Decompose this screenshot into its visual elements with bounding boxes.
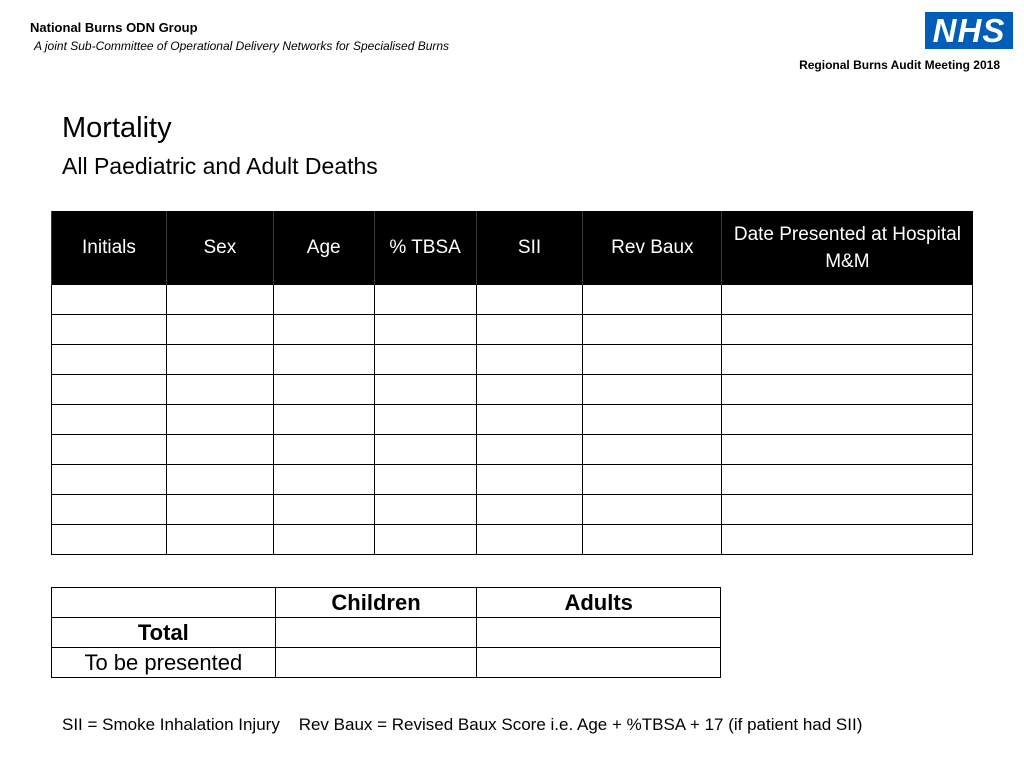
table-cell (476, 525, 583, 555)
table-cell (166, 525, 273, 555)
table-cell (583, 375, 722, 405)
table-cell (166, 315, 273, 345)
table-cell (476, 405, 583, 435)
table-cell (374, 375, 476, 405)
table-cell (166, 495, 273, 525)
col-header-sex: Sex (166, 211, 273, 285)
table-cell (52, 345, 167, 375)
table-cell (273, 495, 374, 525)
summary-header-children: Children (275, 588, 477, 618)
table-cell (166, 375, 273, 405)
summary-cell-total-children (275, 618, 477, 648)
col-header-initials: Initials (52, 211, 167, 285)
table-cell (273, 375, 374, 405)
table-cell (52, 465, 167, 495)
summary-header-adults: Adults (477, 588, 721, 618)
table-cell (374, 405, 476, 435)
table-cell (166, 435, 273, 465)
table-cell (52, 525, 167, 555)
table-cell (52, 285, 167, 315)
table-cell (722, 435, 973, 465)
summary-cell-total-adults (477, 618, 721, 648)
table-cell (583, 435, 722, 465)
table-cell (583, 465, 722, 495)
col-header-rev-baux: Rev Baux (583, 211, 722, 285)
meeting-title: Regional Burns Audit Meeting 2018 (799, 58, 1000, 72)
table-cell (166, 405, 273, 435)
table-cell (273, 285, 374, 315)
table-cell (166, 285, 273, 315)
col-header-sii: SII (476, 211, 583, 285)
table-cell (273, 525, 374, 555)
table-row (52, 285, 973, 315)
table-cell (374, 525, 476, 555)
nhs-logo: NHS (925, 12, 1013, 49)
org-subtitle: A joint Sub-Committee of Operational Delivery Networks for Specialised Burns (34, 39, 450, 53)
table-row (52, 495, 973, 525)
table-cell (166, 465, 273, 495)
table-row (52, 525, 973, 555)
table-cell (476, 435, 583, 465)
table-cell (476, 465, 583, 495)
table-cell (52, 375, 167, 405)
table-cell (476, 375, 583, 405)
page-title: Mortality (62, 112, 172, 144)
table-row (52, 405, 973, 435)
table-cell (722, 495, 973, 525)
col-header-date-presented: Date Presented at Hospital M&M (722, 211, 973, 285)
table-row (52, 465, 973, 495)
table-cell (166, 345, 273, 375)
table-cell (52, 315, 167, 345)
table-cell (722, 315, 973, 345)
table-cell (722, 465, 973, 495)
table-cell (583, 525, 722, 555)
table-cell (583, 285, 722, 315)
summary-header-row (52, 588, 721, 618)
page-subtitle: All Paediatric and Adult Deaths (62, 153, 378, 179)
table-cell (52, 435, 167, 465)
summary-row-to-be-presented (52, 648, 721, 678)
summary-table (51, 587, 721, 678)
table-cell (476, 345, 583, 375)
table-cell (476, 315, 583, 345)
deaths-table (51, 211, 973, 555)
table-cell (273, 315, 374, 345)
table-cell (374, 495, 476, 525)
table-row (52, 315, 973, 345)
deaths-header-row (52, 211, 973, 285)
table-cell (583, 495, 722, 525)
table-cell (722, 525, 973, 555)
table-row (52, 435, 973, 465)
table-row (52, 345, 973, 375)
summary-row-total (52, 618, 721, 648)
table-cell (273, 465, 374, 495)
summary-cell-presented-adults (477, 648, 721, 678)
table-row (52, 375, 973, 405)
table-cell (722, 375, 973, 405)
table-cell (583, 315, 722, 345)
col-header-age: Age (273, 211, 374, 285)
summary-cell-presented-children (275, 648, 477, 678)
table-cell (583, 405, 722, 435)
table-cell (374, 285, 476, 315)
table-cell (374, 315, 476, 345)
table-cell (722, 285, 973, 315)
table-cell (476, 285, 583, 315)
summary-corner-cell (52, 588, 276, 618)
table-cell (722, 405, 973, 435)
table-cell (374, 435, 476, 465)
table-cell (273, 435, 374, 465)
footnote: SII = Smoke Inhalation Injury Rev Baux = Revised Baux Score i.e. Age + %TBSA + 17 (if patient had SII) (62, 715, 863, 734)
org-name: National Burns ODN Group (30, 20, 198, 35)
summary-label-total: Total (52, 618, 276, 648)
deaths-table-body (52, 285, 973, 555)
table-cell (374, 465, 476, 495)
table-cell (374, 345, 476, 375)
table-cell (583, 345, 722, 375)
summary-label-to-be-presented: To be presented (52, 648, 276, 678)
table-cell (476, 495, 583, 525)
table-cell (722, 345, 973, 375)
table-cell (52, 405, 167, 435)
table-cell (52, 495, 167, 525)
table-cell (273, 345, 374, 375)
table-cell (273, 405, 374, 435)
col-header-tbsa: % TBSA (374, 211, 476, 285)
